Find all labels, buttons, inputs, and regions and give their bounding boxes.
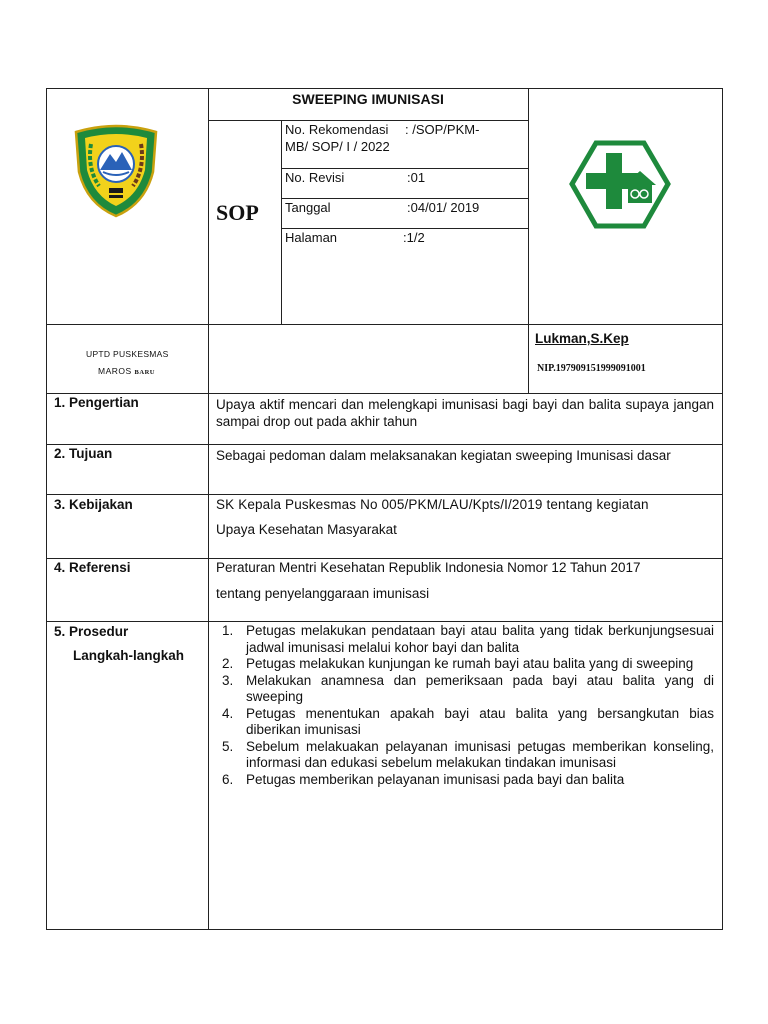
step-text: Petugas melakukan pendataan bayi atau balita yang tidak berkunjungsesuai jadwal imunisasi melalui kohor bayi dan balita xyxy=(246,623,714,655)
org-line-2 xyxy=(98,363,155,381)
section-body-referensi-1: Peraturan Mentri Kesehatan Republik Indonesia Nomor 12 Tahun 2017 xyxy=(216,560,641,575)
list-item xyxy=(216,656,714,673)
list-item xyxy=(216,706,714,739)
revisi-label: No. Revisi xyxy=(285,170,345,185)
org-line-1: UPTD PUSKESMAS xyxy=(86,349,169,359)
regency-emblem xyxy=(73,124,159,219)
step-number: 6. xyxy=(222,771,234,787)
section-title-kebijakan: 3. Kebijakan xyxy=(54,497,133,512)
signer-name: Lukman,S.Kep xyxy=(535,331,629,346)
sop-label: SOP xyxy=(216,200,259,225)
section-title-referensi: 4. Referensi xyxy=(54,560,131,575)
revisi-value: :01 xyxy=(407,170,426,185)
section-title-tujuan: 2. Tujuan xyxy=(54,446,113,461)
puskesmas-logo xyxy=(568,139,672,230)
rekomendasi-label: No. Rekomendasi xyxy=(285,122,389,137)
rekomendasi-value-cont: MB/ SOP/ I / 2022 xyxy=(285,139,390,154)
section-body-kebijakan-2: Upaya Kesehatan Masyarakat xyxy=(216,522,397,537)
step-text: Petugas melakukan kunjungan ke rumah bayi atau balita yang di sweeping xyxy=(246,656,694,671)
step-text: Sebelum melakuakan pelayanan imunisasi petugas memberikan konseling, informasi dan edukasi sebelum melakukan tindakan imunisasi xyxy=(246,738,714,770)
step-number: 5. xyxy=(222,738,234,754)
signer-nip: NIP.197909151999091001 xyxy=(537,363,646,374)
section-body-tujuan: Sebagai pedoman dalam melaksanakan kegiatan sweeping Imunisasi dasar xyxy=(216,448,671,463)
step-number: 1. xyxy=(222,623,234,638)
section-body-kebijakan-1: SK Kepala Puskesmas No 005/PKM/LAU/Kpts/I/2019 tentang kegiatan xyxy=(216,497,649,512)
list-item xyxy=(216,623,714,656)
step-number: 2. xyxy=(222,656,234,671)
section-body-referensi-2: tentang penyelanggaraan imunisasi xyxy=(216,586,430,601)
tanggal-value: :04/01/ 2019 xyxy=(407,200,480,215)
step-number: 4. xyxy=(222,705,234,721)
rekomendasi-value: : /SOP/PKM- xyxy=(405,122,480,137)
document-title: SWEEPING IMUNISASI xyxy=(292,91,444,107)
section-subtitle-langkah: Langkah-langkah xyxy=(73,648,185,663)
procedure-steps xyxy=(216,623,714,788)
section-body-pengertian: Upaya aktif mencari dan melengkapi imunisasi bagi bayi dan balita supaya jangan sampai drop out pada akhir tahun xyxy=(216,397,714,429)
step-text: Petugas memberikan pelayanan imunisasi pada bayi dan balita xyxy=(246,771,625,787)
list-item xyxy=(216,739,714,772)
section-title-prosedur: 5. Prosedur xyxy=(54,624,129,639)
section-title-pengertian: 1. Pengertian xyxy=(54,395,139,410)
list-item xyxy=(216,772,714,789)
list-item xyxy=(216,673,714,706)
tanggal-label: Tanggal xyxy=(285,200,331,215)
step-number: 3. xyxy=(222,672,234,688)
halaman-value: :1/2 xyxy=(403,230,425,245)
org-line-2-small: BARU xyxy=(134,369,155,376)
step-text: Petugas menentukan apakah bayi atau balita yang bersangkutan bias diberikan imunisasi xyxy=(246,705,714,737)
org-line-2-main: MAROS xyxy=(98,366,132,376)
halaman-label: Halaman xyxy=(285,230,338,245)
step-text: Melakukan anamnesa dan pemeriksaan pada bayi atau balita yang di sweeping xyxy=(246,672,714,704)
